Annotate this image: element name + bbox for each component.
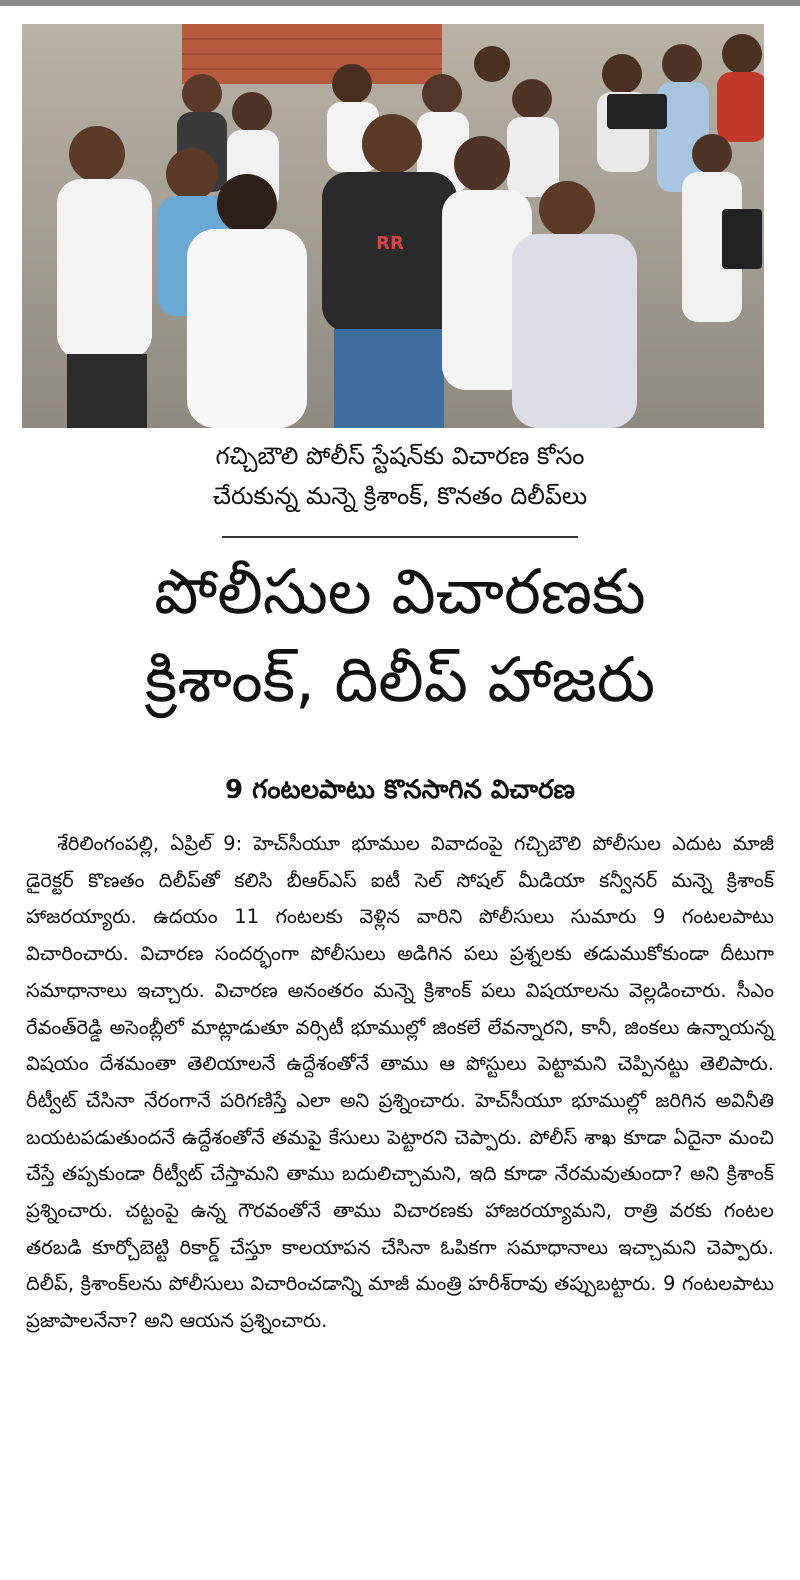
caption-line-2: చేరుకున్న మన్నె క్రిశాంక్, కొనతం దిలీప్‌లు <box>212 482 588 510</box>
headline-line-2: క్రిశాంక్, దిలీప్ హాజరు <box>144 643 656 716</box>
photo-caption <box>60 436 740 516</box>
caption-divider <box>222 536 578 538</box>
photo-illustration <box>22 24 764 428</box>
headline <box>20 548 780 724</box>
article-body <box>26 826 774 1340</box>
subheadline: 9 గంటలపాటు కొనసాగిన విచారణ <box>225 775 575 805</box>
news-photo <box>22 24 764 428</box>
caption-line-1: గచ్చిబౌలి పోలీస్ స్టేషన్‌కు విచారణ కోసం <box>215 442 585 470</box>
article-text: శేరిలింగంపల్లి, ఏప్రిల్ 9: హెచ్‌సీయూ భూముల వివాదంపై గచ్చిబౌలి పోలీసుల ఎదుట మాజీ డైరెక్టర్ కొణతం దిలీప్‌తో కలిసి బీఆర్ఎస్ ఐటీ సెల్ సోషల్ మీడియా కన్వీనర్ మన్నె క్రిశాంక్ హాజరయ్యారు. ఉదయం 11 గంటలకు వెళ్లిన వారిని పోలీసులు సుమారు 9 గంటలపాటు విచారించారు. విచారణ సందర్భంగా పోలీసులు అడిగిన పలు ప్రశ్నలకు తడుముకోకుండా దీటుగా సమాధానాలు ఇచ్చారు. విచారణ అనంతరం మన్నె క్రిశాంక్ పలు విషయాలను వెల్లడించారు. సీఎం రేవంత్‌రెడ్డి అసెంబ్లీలో మాట్లాడుతూ వర్సిటీ భూముల్లో జింకలే లేవన్నారని, కానీ, జింకలు ఉన్నాయన్న విషయం దేశమంతా తెలియాలనే ఉద్దేశంతోనే తాము ఆ పోస్టులు పెట్టామని చెప్పినట్టు తెలిపారు. రీట్వీట్ చేసినా నేరంగానే పరిగణిస్తే ఎలా అని ప్రశ్నించారు. హెచ్‌సీయూ భూముల్లో జరిగిన అవినీతి బయటపడుతుందనే ఉద్దేశంతోనే తమపై కేసులు పెట్టారని చెప్పారు. పోలీస్ శాఖ కూడా ఏదైనా మంచి చేస్తే తప్పకుండా రీట్వీట్ చేస్తామని తాము బదులిచ్చామని, ఇది కూడా నేరమవుతుందా? అని క్రిశాంక్ ప్రశ్నించారు. చట్టంపై ఉన్న గౌరవంతోనే తాము విచారణకు హాజరయ్యామని, రాత్రి వరకు గంటల తరబడి కూర్చోబెట్టి రికార్డ్ చేస్తూ కాలయాపన చేసినా ఓపికగా సమాధానాలు ఇచ్చామని చెప్పారు. దిలీప్, క్రిశాంక్‌లను పోలీసులు విచారించడాన్ని మాజీ మంత్రి హరీశ్‌రావు తప్పుబట్టారు. 9 గంటలపాటు ప్రజాపాలనేనా? అని ఆయన ప్రశ్నించారు. <box>26 832 774 1333</box>
headline-line-1: పోలీసుల విచారణకు <box>154 555 646 628</box>
top-rule <box>0 0 800 6</box>
video-camera <box>607 94 667 129</box>
shirt-print: RR <box>376 233 404 254</box>
